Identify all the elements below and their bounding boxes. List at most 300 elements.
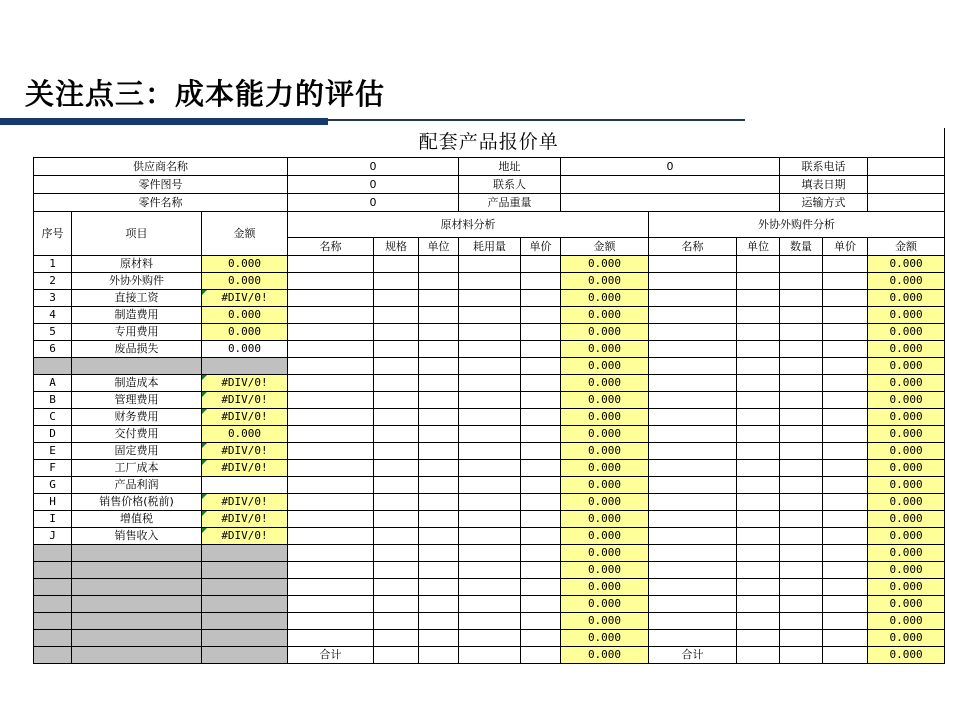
raw-amount-cell[interactable]: 0.000 — [561, 545, 649, 562]
out-amount-cell[interactable]: 0.000 — [868, 477, 945, 494]
raw-input-cell[interactable] — [419, 477, 459, 494]
raw-input-cell[interactable] — [288, 392, 374, 409]
raw-amount-cell[interactable]: 0.000 — [561, 426, 649, 443]
out-input-cell[interactable] — [649, 256, 737, 273]
out-input-cell[interactable] — [780, 307, 823, 324]
raw-input-cell[interactable] — [459, 392, 521, 409]
raw-input-cell[interactable] — [288, 630, 374, 647]
out-input-cell[interactable] — [780, 375, 823, 392]
out-input-cell[interactable] — [649, 494, 737, 511]
out-input-cell[interactable] — [649, 460, 737, 477]
out-input-cell[interactable] — [737, 511, 780, 528]
out-input-cell[interactable] — [649, 511, 737, 528]
out-input-cell[interactable] — [823, 511, 868, 528]
out-amount-cell[interactable]: 0.000 — [868, 256, 945, 273]
row-amount-cell[interactable]: 0.000 — [202, 341, 288, 358]
out-input-cell[interactable] — [737, 273, 780, 290]
row-amount-cell[interactable]: #DIV/0! — [202, 392, 288, 409]
out-input-cell[interactable] — [780, 613, 823, 630]
row-amount-cell[interactable] — [202, 613, 288, 630]
out-input-cell[interactable] — [780, 358, 823, 375]
out-amount-cell[interactable]: 0.000 — [868, 511, 945, 528]
out-input-cell[interactable] — [737, 477, 780, 494]
out-input-cell[interactable] — [737, 358, 780, 375]
raw-input-cell[interactable] — [521, 256, 561, 273]
raw-input-cell[interactable] — [374, 528, 419, 545]
out-input-cell[interactable] — [737, 443, 780, 460]
out-input-cell[interactable] — [737, 290, 780, 307]
raw-total-amount[interactable]: 0.000 — [561, 647, 649, 664]
out-input-cell[interactable] — [823, 256, 868, 273]
raw-input-cell[interactable] — [419, 613, 459, 630]
raw-input-cell[interactable] — [459, 426, 521, 443]
raw-input-cell[interactable] — [419, 409, 459, 426]
raw-input-cell[interactable] — [374, 494, 419, 511]
out-input-cell[interactable] — [649, 613, 737, 630]
raw-input-cell[interactable] — [459, 579, 521, 596]
raw-input-cell[interactable] — [374, 409, 419, 426]
out-input-cell[interactable] — [780, 562, 823, 579]
out-amount-cell[interactable]: 0.000 — [868, 375, 945, 392]
out-input-cell[interactable] — [737, 460, 780, 477]
raw-amount-cell[interactable]: 0.000 — [561, 341, 649, 358]
info-value-cell[interactable]: 0 — [288, 158, 459, 176]
out-input-cell[interactable] — [737, 426, 780, 443]
raw-input-cell[interactable] — [419, 579, 459, 596]
row-amount-cell[interactable]: #DIV/0! — [202, 443, 288, 460]
out-input-cell[interactable] — [649, 409, 737, 426]
out-input-cell[interactable] — [823, 562, 868, 579]
out-input-cell[interactable] — [780, 392, 823, 409]
raw-input-cell[interactable] — [419, 647, 459, 664]
table-row — [34, 273, 945, 290]
out-amount-cell[interactable]: 0.000 — [868, 579, 945, 596]
out-amount-cell[interactable]: 0.000 — [868, 528, 945, 545]
out-input-cell[interactable] — [737, 528, 780, 545]
out-input-cell[interactable] — [737, 630, 780, 647]
out-amount-cell[interactable]: 0.000 — [868, 290, 945, 307]
out-amount-cell[interactable]: 0.000 — [868, 358, 945, 375]
raw-input-cell[interactable] — [459, 545, 521, 562]
raw-input-cell[interactable] — [419, 290, 459, 307]
raw-input-cell[interactable] — [374, 273, 419, 290]
raw-amount-cell[interactable]: 0.000 — [561, 273, 649, 290]
row-amount-cell[interactable] — [202, 562, 288, 579]
info-row — [34, 158, 945, 176]
raw-input-cell[interactable] — [419, 630, 459, 647]
row-item: 外协外购件 — [72, 273, 202, 290]
raw-input-cell[interactable] — [521, 647, 561, 664]
raw-input-cell[interactable] — [459, 358, 521, 375]
raw-input-cell[interactable] — [288, 613, 374, 630]
out-input-cell[interactable] — [649, 596, 737, 613]
out-input-cell[interactable] — [737, 613, 780, 630]
raw-input-cell[interactable] — [459, 443, 521, 460]
raw-input-cell[interactable] — [374, 579, 419, 596]
raw-input-cell[interactable] — [288, 477, 374, 494]
raw-input-cell[interactable] — [521, 307, 561, 324]
raw-input-cell[interactable] — [374, 613, 419, 630]
table-row — [34, 358, 945, 375]
raw-input-cell[interactable] — [419, 562, 459, 579]
raw-amount-cell[interactable]: 0.000 — [561, 443, 649, 460]
raw-amount-cell[interactable]: 0.000 — [561, 477, 649, 494]
raw-input-cell[interactable] — [459, 477, 521, 494]
out-input-cell[interactable] — [780, 477, 823, 494]
raw-input-cell[interactable] — [459, 647, 521, 664]
row-seq: 4 — [34, 307, 72, 324]
raw-input-cell[interactable] — [374, 375, 419, 392]
raw-input-cell[interactable] — [521, 528, 561, 545]
raw-input-cell[interactable] — [419, 392, 459, 409]
out-input-cell[interactable] — [823, 426, 868, 443]
out-input-cell[interactable] — [823, 443, 868, 460]
row-amount-cell[interactable] — [202, 358, 288, 375]
out-input-cell[interactable] — [780, 545, 823, 562]
row-amount-cell[interactable] — [202, 630, 288, 647]
out-input-cell[interactable] — [780, 341, 823, 358]
raw-input-cell[interactable] — [288, 324, 374, 341]
out-input-cell[interactable] — [823, 613, 868, 630]
raw-input-cell[interactable] — [521, 613, 561, 630]
raw-input-cell[interactable] — [374, 426, 419, 443]
out-input-cell[interactable] — [823, 477, 868, 494]
out-input-cell[interactable] — [780, 596, 823, 613]
raw-input-cell[interactable] — [521, 324, 561, 341]
out-amount-cell[interactable]: 0.000 — [868, 494, 945, 511]
raw-input-cell[interactable] — [288, 426, 374, 443]
info-value-cell[interactable]: 0 — [288, 176, 459, 194]
raw-input-cell[interactable] — [521, 477, 561, 494]
out-input-cell[interactable] — [823, 307, 868, 324]
out-amount-cell[interactable]: 0.000 — [868, 460, 945, 477]
out-input-cell[interactable] — [737, 579, 780, 596]
raw-input-cell[interactable] — [419, 511, 459, 528]
out-input-cell[interactable] — [649, 426, 737, 443]
row-amount-cell[interactable] — [202, 545, 288, 562]
out-input-cell[interactable] — [823, 290, 868, 307]
raw-input-cell[interactable] — [521, 460, 561, 477]
out-input-cell[interactable] — [823, 545, 868, 562]
out-input-cell[interactable] — [737, 375, 780, 392]
info-value-cell[interactable] — [868, 158, 945, 176]
out-input-cell[interactable] — [649, 528, 737, 545]
raw-input-cell[interactable] — [459, 341, 521, 358]
row-amount-cell[interactable]: 0.000 — [202, 426, 288, 443]
out-input-cell[interactable] — [649, 358, 737, 375]
raw-input-cell[interactable] — [419, 324, 459, 341]
out-input-cell[interactable] — [649, 562, 737, 579]
info-value-cell[interactable] — [561, 176, 780, 194]
out-input-cell[interactable] — [823, 494, 868, 511]
raw-amount-cell[interactable]: 0.000 — [561, 409, 649, 426]
raw-input-cell[interactable] — [521, 375, 561, 392]
out-input-cell[interactable] — [823, 375, 868, 392]
out-input-cell[interactable] — [780, 528, 823, 545]
out-amount-cell[interactable]: 0.000 — [868, 596, 945, 613]
raw-amount-cell[interactable]: 0.000 — [561, 613, 649, 630]
raw-input-cell[interactable] — [374, 647, 419, 664]
raw-input-cell[interactable] — [521, 341, 561, 358]
raw-amount-cell[interactable]: 0.000 — [561, 392, 649, 409]
out-input-cell[interactable] — [823, 528, 868, 545]
raw-amount-cell[interactable]: 0.000 — [561, 528, 649, 545]
out-input-cell[interactable] — [780, 256, 823, 273]
raw-input-cell[interactable] — [374, 256, 419, 273]
out-input-cell[interactable] — [823, 460, 868, 477]
out-amount-cell[interactable]: 0.000 — [868, 341, 945, 358]
row-amount-cell[interactable]: #DIV/0! — [202, 375, 288, 392]
info-value-cell[interactable] — [561, 194, 780, 212]
row-amount-cell[interactable]: 0.000 — [202, 307, 288, 324]
raw-amount-cell[interactable]: 0.000 — [561, 290, 649, 307]
raw-input-cell[interactable] — [521, 409, 561, 426]
out-input-cell[interactable] — [780, 409, 823, 426]
raw-input-cell[interactable] — [288, 358, 374, 375]
raw-amount-cell[interactable]: 0.000 — [561, 579, 649, 596]
raw-amount-cell[interactable]: 0.000 — [561, 511, 649, 528]
out-input-cell[interactable] — [737, 596, 780, 613]
out-input-cell[interactable] — [823, 324, 868, 341]
raw-input-cell[interactable] — [521, 392, 561, 409]
row-amount-cell[interactable]: #DIV/0! — [202, 460, 288, 477]
raw-input-cell[interactable] — [419, 545, 459, 562]
out-input-cell[interactable] — [780, 630, 823, 647]
out-input-cell[interactable] — [649, 273, 737, 290]
out-input-cell[interactable] — [780, 460, 823, 477]
raw-input-cell[interactable] — [288, 409, 374, 426]
raw-input-cell[interactable] — [374, 443, 419, 460]
raw-input-cell[interactable] — [521, 630, 561, 647]
raw-input-cell[interactable] — [374, 307, 419, 324]
out-input-cell[interactable] — [649, 324, 737, 341]
out-amount-cell[interactable]: 0.000 — [868, 324, 945, 341]
out-input-cell[interactable] — [649, 392, 737, 409]
row-amount-cell[interactable] — [202, 596, 288, 613]
raw-input-cell[interactable] — [521, 579, 561, 596]
out-input-cell[interactable] — [649, 290, 737, 307]
raw-input-cell[interactable] — [374, 392, 419, 409]
raw-input-cell[interactable] — [459, 613, 521, 630]
raw-amount-cell[interactable]: 0.000 — [561, 307, 649, 324]
raw-input-cell[interactable] — [459, 307, 521, 324]
raw-input-cell[interactable] — [374, 460, 419, 477]
out-input-cell[interactable] — [780, 324, 823, 341]
raw-input-cell[interactable] — [419, 358, 459, 375]
info-value-cell[interactable] — [868, 176, 945, 194]
raw-input-cell[interactable] — [459, 562, 521, 579]
raw-input-cell[interactable] — [459, 273, 521, 290]
out-input-cell[interactable] — [823, 273, 868, 290]
raw-input-cell[interactable] — [521, 273, 561, 290]
out-input-cell[interactable] — [737, 392, 780, 409]
raw-input-cell[interactable] — [419, 256, 459, 273]
raw-input-cell[interactable] — [288, 460, 374, 477]
raw-input-cell[interactable] — [419, 494, 459, 511]
raw-amount-cell[interactable]: 0.000 — [561, 324, 649, 341]
out-input-cell[interactable] — [780, 511, 823, 528]
out-input-cell[interactable] — [737, 324, 780, 341]
out-input-cell[interactable] — [737, 409, 780, 426]
out-input-cell[interactable] — [823, 392, 868, 409]
row-amount-cell[interactable]: #DIV/0! — [202, 290, 288, 307]
out-input-cell[interactable] — [823, 341, 868, 358]
raw-input-cell[interactable] — [459, 528, 521, 545]
raw-input-cell[interactable] — [459, 409, 521, 426]
raw-input-cell[interactable] — [459, 290, 521, 307]
raw-input-cell[interactable] — [374, 630, 419, 647]
raw-input-cell[interactable] — [521, 426, 561, 443]
row-amount-cell[interactable]: 0.000 — [202, 324, 288, 341]
raw-input-cell[interactable] — [459, 494, 521, 511]
out-input-cell[interactable] — [780, 290, 823, 307]
out-amount-cell[interactable]: 0.000 — [868, 613, 945, 630]
raw-amount-cell[interactable]: 0.000 — [561, 358, 649, 375]
raw-input-cell[interactable] — [521, 545, 561, 562]
out-input-cell[interactable] — [823, 579, 868, 596]
raw-amount-cell[interactable]: 0.000 — [561, 562, 649, 579]
out-input-cell[interactable] — [823, 647, 868, 664]
out-input-cell[interactable] — [649, 545, 737, 562]
raw-input-cell[interactable] — [419, 443, 459, 460]
raw-amount-cell[interactable]: 0.000 — [561, 256, 649, 273]
out-total-amount[interactable]: 0.000 — [868, 647, 945, 664]
raw-input-cell[interactable] — [419, 273, 459, 290]
out-input-cell[interactable] — [823, 409, 868, 426]
row-amount-cell[interactable]: #DIV/0! — [202, 511, 288, 528]
raw-input-cell[interactable] — [374, 596, 419, 613]
out-input-cell[interactable] — [649, 307, 737, 324]
raw-input-cell[interactable] — [288, 579, 374, 596]
out-input-cell[interactable] — [737, 647, 780, 664]
raw-input-cell[interactable] — [288, 443, 374, 460]
out-input-cell[interactable] — [780, 443, 823, 460]
out-input-cell[interactable] — [649, 477, 737, 494]
raw-input-cell[interactable] — [521, 358, 561, 375]
out-input-cell[interactable] — [823, 596, 868, 613]
raw-input-cell[interactable] — [374, 477, 419, 494]
info-value-cell[interactable]: 0 — [561, 158, 780, 176]
raw-input-cell[interactable] — [288, 545, 374, 562]
raw-amount-cell[interactable]: 0.000 — [561, 494, 649, 511]
out-amount-cell[interactable]: 0.000 — [868, 392, 945, 409]
out-input-cell[interactable] — [649, 630, 737, 647]
raw-input-cell[interactable] — [419, 375, 459, 392]
out-amount-cell[interactable]: 0.000 — [868, 273, 945, 290]
raw-input-cell[interactable] — [374, 511, 419, 528]
out-amount-cell[interactable]: 0.000 — [868, 426, 945, 443]
out-input-cell[interactable] — [649, 341, 737, 358]
raw-input-cell[interactable] — [288, 375, 374, 392]
out-input-cell[interactable] — [737, 545, 780, 562]
out-input-cell[interactable] — [780, 579, 823, 596]
row-amount-cell[interactable] — [202, 477, 288, 494]
raw-input-cell[interactable] — [521, 443, 561, 460]
raw-input-cell[interactable] — [288, 511, 374, 528]
out-input-cell[interactable] — [649, 375, 737, 392]
raw-input-cell[interactable] — [288, 562, 374, 579]
raw-input-cell[interactable] — [459, 256, 521, 273]
out-amount-cell[interactable]: 0.000 — [868, 562, 945, 579]
out-amount-cell[interactable]: 0.000 — [868, 409, 945, 426]
row-amount-cell[interactable]: #DIV/0! — [202, 528, 288, 545]
row-amount-cell[interactable]: 0.000 — [202, 273, 288, 290]
raw-input-cell[interactable] — [288, 528, 374, 545]
out-input-cell[interactable] — [737, 256, 780, 273]
raw-input-cell[interactable] — [288, 596, 374, 613]
raw-input-cell[interactable] — [459, 511, 521, 528]
raw-input-cell[interactable] — [459, 630, 521, 647]
raw-input-cell[interactable] — [521, 562, 561, 579]
raw-input-cell[interactable] — [521, 511, 561, 528]
row-amount-cell[interactable] — [202, 579, 288, 596]
row-amount-cell[interactable]: #DIV/0! — [202, 494, 288, 511]
raw-input-cell[interactable] — [374, 324, 419, 341]
out-amount-cell[interactable]: 0.000 — [868, 307, 945, 324]
raw-input-cell[interactable] — [419, 341, 459, 358]
out-input-cell[interactable] — [737, 562, 780, 579]
row-amount-cell[interactable]: 0.000 — [202, 256, 288, 273]
raw-input-cell[interactable] — [374, 545, 419, 562]
out-input-cell[interactable] — [737, 341, 780, 358]
raw-input-cell[interactable] — [374, 290, 419, 307]
raw-amount-cell[interactable]: 0.000 — [561, 596, 649, 613]
raw-input-cell[interactable] — [374, 358, 419, 375]
out-input-cell[interactable] — [737, 494, 780, 511]
out-input-cell[interactable] — [737, 307, 780, 324]
out-input-cell[interactable] — [649, 443, 737, 460]
out-input-cell[interactable] — [823, 630, 868, 647]
raw-input-cell[interactable] — [459, 324, 521, 341]
raw-input-cell[interactable] — [288, 341, 374, 358]
raw-input-cell[interactable] — [374, 341, 419, 358]
raw-input-cell[interactable] — [288, 273, 374, 290]
raw-input-cell[interactable] — [521, 494, 561, 511]
raw-input-cell[interactable] — [374, 562, 419, 579]
raw-input-cell[interactable] — [459, 375, 521, 392]
raw-input-cell[interactable] — [521, 596, 561, 613]
out-input-cell[interactable] — [780, 273, 823, 290]
raw-input-cell[interactable] — [459, 460, 521, 477]
raw-amount-cell[interactable]: 0.000 — [561, 630, 649, 647]
raw-input-cell[interactable] — [288, 307, 374, 324]
raw-input-cell[interactable] — [288, 494, 374, 511]
out-input-cell[interactable] — [780, 647, 823, 664]
raw-amount-cell[interactable]: 0.000 — [561, 460, 649, 477]
info-value-cell[interactable] — [868, 194, 945, 212]
info-value-cell[interactable]: 0 — [288, 194, 459, 212]
out-amount-cell[interactable]: 0.000 — [868, 443, 945, 460]
quotation-sheet — [33, 128, 945, 664]
raw-input-cell[interactable] — [419, 426, 459, 443]
out-input-cell[interactable] — [780, 426, 823, 443]
raw-input-cell[interactable] — [419, 460, 459, 477]
row-amount-cell[interactable]: #DIV/0! — [202, 409, 288, 426]
out-input-cell[interactable] — [649, 579, 737, 596]
raw-input-cell[interactable] — [419, 307, 459, 324]
raw-input-cell[interactable] — [288, 256, 374, 273]
out-input-cell[interactable] — [780, 494, 823, 511]
raw-input-cell[interactable] — [419, 596, 459, 613]
raw-input-cell[interactable] — [459, 596, 521, 613]
out-amount-cell[interactable]: 0.000 — [868, 545, 945, 562]
out-input-cell[interactable] — [823, 358, 868, 375]
out-amount-cell[interactable]: 0.000 — [868, 630, 945, 647]
raw-input-cell[interactable] — [521, 290, 561, 307]
raw-amount-cell[interactable]: 0.000 — [561, 375, 649, 392]
raw-input-cell[interactable] — [419, 528, 459, 545]
raw-input-cell[interactable] — [288, 290, 374, 307]
